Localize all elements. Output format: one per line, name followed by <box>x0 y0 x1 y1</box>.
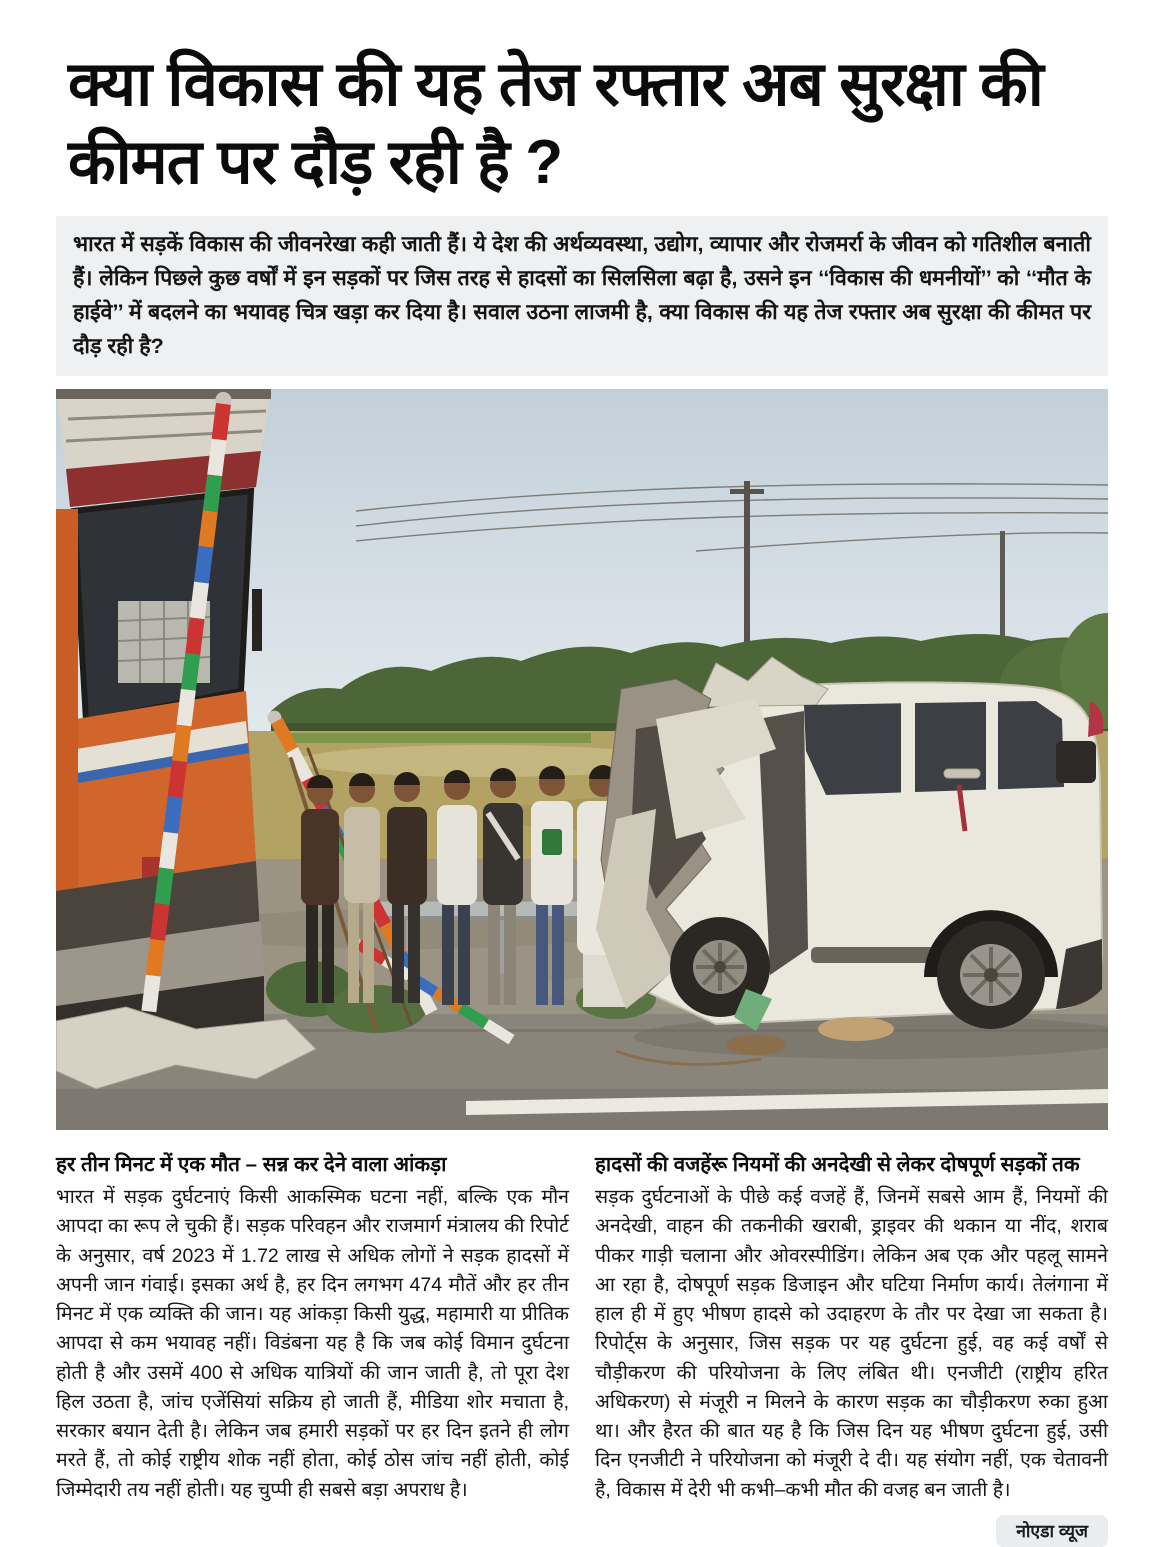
accident-photo <box>56 389 1108 1130</box>
column-left-heading: हर तीन मिनट में एक मौत – सन्न कर देने वाला आंकड़ा <box>56 1153 447 1177</box>
credit-row <box>595 1515 1108 1547</box>
car-windows <box>804 701 1064 795</box>
column-right-heading: हादसों की वजहेंरू नियमों की अनदेखी से लेकर दोषपूर्ण सड़कों तक <box>595 1153 1080 1177</box>
credit-badge: नोएडा व्यूज <box>996 1515 1108 1547</box>
column-right-body: सड़क दुर्घटनाओं के पीछे कई वजहें हैं, जिनमें सबसे आम हैं, नियमों की अनदेखी, वाहन की तकनीकी खराबी, ड्राइवर की थकान या नींद, शराब पीकर गाड़ी चलाना और ओवरस्पीडिंग। लेकिन अब एक और पहलू सामने आ रहा है, दोषपूर्ण सड़क डिजाइन और घटिया निर्माण कार्य। तेलंगाना में हाल ही में हुए भीषण हादसे को उदाहरण के तौर पर देखा जा सकता है। रिपोर्ट्स के अनुसार, जिस सड़क पर यह दुर्घटना हुई, वह कई वर्षों से चौड़ीकरण की परियोजना के लिए लंबित थी। एनजीटी (राष्ट्रीय हरित अधिकरण) से मंजूरी न मिलने के कारण सड़क का चौड़ीकरण रुका हुआ था। और हैरत की बात यह है कि जिस दिन यह भीषण दुर्घटना हुई, उसी दिन एनजीटी ने परियोजना को मंजूरी दे दी। यह संयोग नहीं, एक चेतावनी है, विकास में देरी भी कभी–कभी मौत की वजह बन जाती है। <box>595 1186 1108 1501</box>
accident-photo-illustration <box>56 389 1108 1130</box>
article-columns <box>56 1150 1108 1547</box>
headline: क्या विकास की यह तेज रफ्तार अब सुरक्षा की कीमत पर दौड़ रही है ? <box>68 50 1043 198</box>
crashed-car <box>596 657 1108 1064</box>
column-right <box>595 1150 1108 1547</box>
column-left <box>56 1150 569 1547</box>
column-left-body: भारत में सड़क दुर्घटनाएं किसी आकस्मिक घटना नहीं, बल्कि एक मौन आपदा का रूप ले चुकी हैं। सड़क परिवहन और राजमार्ग मंत्रालय की रिपोर्ट के अनुसार, वर्ष 2023 में 1.72 लाख से अधिक लोगों ने सड़क हादसों में अपनी जान गंवाई। इसका अर्थ है, हर दिन लगभग 474 मौतें और हर तीन मिनट में एक व्यक्ति की जान। यह आंकड़ा किसी युद्ध, महामारी या प्रीतिक आपदा से कम भयावह नहीं। विडंबना यह है कि जब कोई विमान दुर्घटना होती है और उसमें 400 से अधिक यात्रियों की जान जाती है, तो पूरा देश हिल उठता है, जांच एजेंसियां सक्रिय हो जाती हैं, मीडिया शोर मचाता है, सरकार बयान देती है। लेकिन जब हमारी सड़कों पर हर दिन इतने ही लोग मरते हैं, तो कोई राष्ट्रीय शोक नहीं होता, कोई ठोस जांच नहीं होती, कोई जिम्मेदारी तय नहीं होती। यह चुप्पी ही सबसे बड़ा अपराध है। <box>56 1186 569 1501</box>
intro-paragraph: भारत में सड़कें विकास की जीवनरेखा कही जाती हैं। ये देश की अर्थव्यवस्था, उद्योग, व्यापार और रोजमर्रा के जीवन को गतिशील बनाती हैं। लेकिन पिछले कुछ वर्षों में इन सड़कों पर जिस तरह से हादसों का सिलसिला बढ़ा है, उसने इन ‘‘विकास की धमनीयों’’ को ‘‘मौत के हाईवे’’ में बदलने का भयावह चित्र खड़ा कर दिया है। सवाल उठना लाजमी है, क्या विकास की यह तेज रफ्तार अब सुरक्षा की कीमत पर दौड़ रही है? <box>56 216 1108 376</box>
